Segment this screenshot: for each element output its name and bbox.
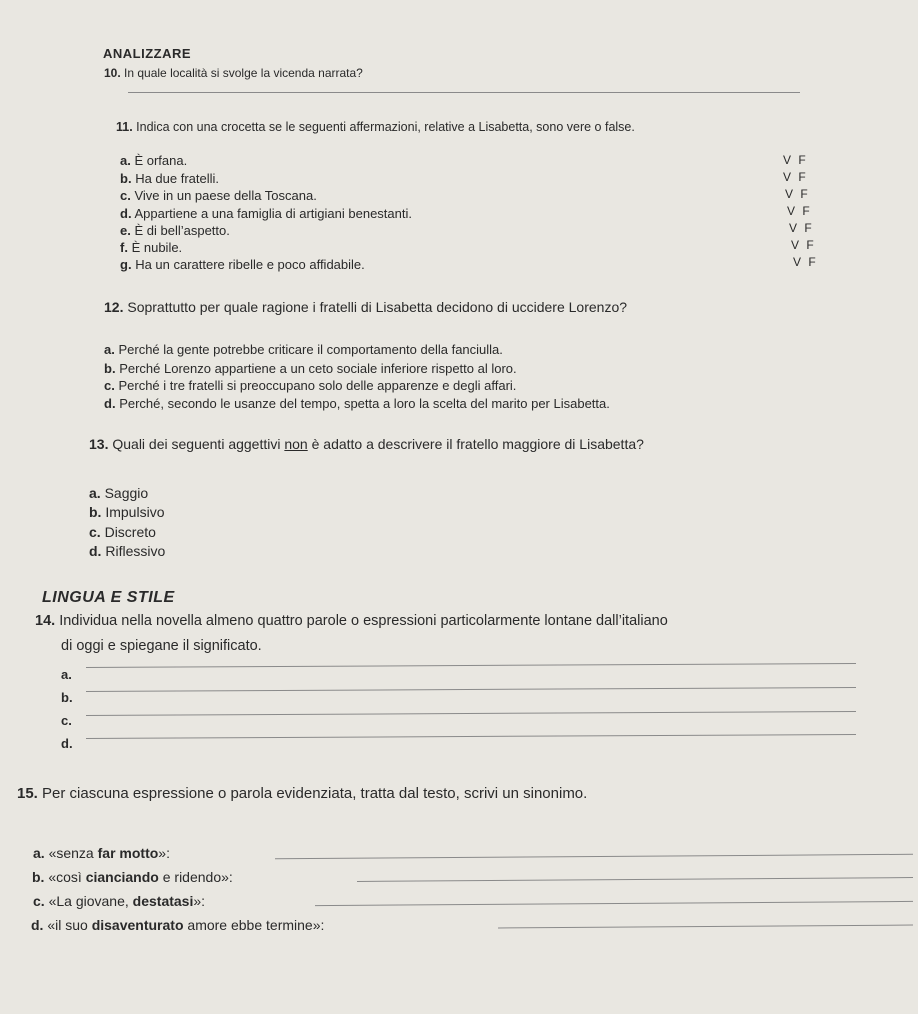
- answer-line-10[interactable]: [128, 92, 800, 93]
- q15-item-letter: d.: [31, 917, 44, 933]
- q11-item-g: [120, 257, 365, 272]
- q11-item-e: [120, 223, 230, 238]
- q15-item-highlight: far motto: [97, 845, 159, 861]
- true-option[interactable]: V: [785, 187, 794, 201]
- q13-option-text: Saggio: [104, 485, 149, 501]
- q13-option-d[interactable]: [89, 543, 165, 559]
- false-option[interactable]: F: [798, 153, 806, 167]
- answer-line-15d[interactable]: [498, 925, 913, 929]
- q15-item-quote-post: e ridendo»:: [158, 869, 233, 885]
- answer-line-14b[interactable]: [86, 687, 856, 692]
- false-option[interactable]: F: [804, 221, 812, 235]
- vf-choice-b[interactable]: [783, 170, 806, 184]
- question-10: [104, 66, 363, 80]
- vf-choice-d[interactable]: [787, 204, 810, 218]
- q12-option-text: Perché Lorenzo appartiene a un ceto sociale inferiore rispetto al loro.: [119, 361, 517, 376]
- q13-option-text: Riflessivo: [105, 543, 166, 559]
- q15-item-letter: b.: [32, 869, 45, 885]
- question-13-text-underlined: non: [284, 436, 308, 452]
- q14-answer-letter-d: d.: [61, 736, 73, 751]
- vf-choice-g[interactable]: [793, 255, 816, 269]
- q11-item-text: Ha un carattere ribelle e poco affidabile.: [135, 257, 365, 272]
- q11-item-letter: e.: [120, 223, 131, 238]
- answer-line-14d[interactable]: [86, 734, 856, 739]
- q12-option-c[interactable]: [104, 378, 516, 393]
- false-option[interactable]: F: [800, 187, 808, 201]
- vf-choice-a[interactable]: [783, 153, 806, 167]
- q11-item-letter: a.: [120, 153, 131, 168]
- q11-item-d: [120, 206, 412, 221]
- q12-option-letter: a.: [104, 342, 115, 357]
- true-option[interactable]: V: [783, 170, 792, 184]
- q15-item-d: [31, 917, 324, 933]
- q14-answer-letter-b: b.: [61, 690, 73, 705]
- question-14-number: 14.: [35, 613, 56, 629]
- question-13-text-pre: Quali dei seguenti aggettivi: [112, 436, 285, 452]
- true-option[interactable]: V: [793, 255, 802, 269]
- q11-item-a: [120, 153, 187, 168]
- answer-line-15a[interactable]: [275, 854, 913, 859]
- q14-answer-letter-c: c.: [61, 713, 72, 728]
- q15-item-letter: a.: [33, 845, 45, 861]
- q12-option-letter: b.: [104, 361, 116, 376]
- q13-option-a[interactable]: [89, 485, 148, 501]
- q15-item-quote-pre: «così: [48, 869, 86, 885]
- answer-line-15c[interactable]: [315, 901, 913, 906]
- false-option[interactable]: F: [806, 238, 814, 252]
- q12-option-text: Perché la gente potrebbe criticare il comportamento della fanciulla.: [118, 342, 503, 357]
- true-option[interactable]: V: [783, 153, 792, 167]
- true-option[interactable]: V: [787, 204, 796, 218]
- false-option[interactable]: F: [798, 170, 806, 184]
- q15-item-letter: c.: [33, 893, 45, 909]
- question-15-number: 15.: [17, 785, 38, 802]
- q11-item-letter: c.: [120, 188, 131, 203]
- q13-option-b[interactable]: [89, 504, 164, 520]
- q15-item-highlight: disaventurato: [91, 917, 184, 933]
- question-12-number: 12.: [104, 299, 124, 315]
- question-14-text-line1: Individua nella novella almeno quattro parole o espressioni particolarmente lontane dall’italiano: [59, 613, 668, 629]
- section-title-analizzare: ANALIZZARE: [103, 46, 192, 61]
- question-15: [17, 785, 587, 802]
- q14-answer-letter-a: a.: [61, 667, 72, 682]
- q13-option-letter: c.: [89, 524, 101, 540]
- answer-line-14a[interactable]: [86, 663, 856, 668]
- question-11-text: Indica con una crocetta se le seguenti affermazioni, relative a Lisabetta, sono vere o false.: [136, 120, 635, 134]
- q15-item-quote-post: »:: [193, 893, 206, 909]
- question-10-text: In quale località si svolge la vicenda narrata?: [124, 66, 363, 80]
- vf-choice-c[interactable]: [785, 187, 808, 201]
- q15-item-highlight: cianciando: [85, 869, 159, 885]
- q12-option-text: Perché i tre fratelli si preoccupano solo delle apparenze e degli affari.: [118, 378, 517, 393]
- vf-choice-f[interactable]: [791, 238, 814, 252]
- q13-option-text: Impulsivo: [105, 504, 165, 520]
- q12-option-a[interactable]: [104, 342, 503, 357]
- q15-item-quote-post: »:: [158, 845, 170, 861]
- question-15-text: Per ciascuna espressione o parola evidenziata, tratta dal testo, scrivi un sinonimo.: [42, 785, 588, 802]
- q11-item-text: Appartiene a una famiglia di artigiani benestanti.: [134, 206, 412, 221]
- q11-item-text: È orfana.: [134, 153, 188, 168]
- q15-item-quote-pre: «La giovane,: [48, 893, 133, 909]
- q11-item-text: È di bell’aspetto.: [134, 223, 230, 238]
- q13-option-c[interactable]: [89, 524, 156, 540]
- q15-item-b: [32, 869, 233, 885]
- question-14-text-line2: di oggi e spiegane il significato.: [61, 638, 262, 654]
- q15-item-quote-pre: «il suo: [47, 917, 92, 933]
- q13-option-text: Discreto: [104, 524, 156, 540]
- answer-line-15b[interactable]: [357, 877, 913, 882]
- question-10-number: 10.: [104, 66, 121, 80]
- q11-item-c: [120, 188, 317, 203]
- true-option[interactable]: V: [789, 221, 798, 235]
- q11-item-f: [120, 240, 182, 255]
- q15-item-quote-pre: «senza: [48, 845, 98, 861]
- q15-item-c: [33, 893, 205, 909]
- q12-option-d[interactable]: [104, 396, 610, 411]
- q15-item-a: [33, 845, 170, 861]
- q11-item-letter: d.: [120, 206, 132, 221]
- q11-item-letter: f.: [120, 240, 128, 255]
- q11-item-text: Ha due fratelli.: [135, 171, 220, 186]
- q11-item-text: Vive in un paese della Toscana.: [134, 188, 317, 203]
- q13-option-letter: a.: [89, 485, 101, 501]
- q15-item-highlight: destatasi: [132, 893, 194, 909]
- q12-option-letter: d.: [104, 396, 116, 411]
- q12-option-b[interactable]: [104, 361, 517, 376]
- question-11: [116, 120, 635, 134]
- false-option[interactable]: F: [808, 255, 816, 269]
- q11-item-letter: g.: [120, 257, 132, 272]
- false-option[interactable]: F: [802, 204, 810, 218]
- q11-item-text: È nubile.: [131, 240, 183, 255]
- question-12-text: Soprattutto per quale ragione i fratelli di Lisabetta decidono di uccidere Lorenzo?: [127, 299, 628, 315]
- question-13: [89, 436, 644, 452]
- q13-option-letter: d.: [89, 543, 102, 559]
- true-option[interactable]: V: [791, 238, 800, 252]
- q11-item-letter: b.: [120, 171, 132, 186]
- q13-option-letter: b.: [89, 504, 102, 520]
- q11-item-b: [120, 171, 219, 186]
- q15-item-quote-post: amore ebbe termine»:: [183, 917, 325, 933]
- q12-option-text: Perché, secondo le usanze del tempo, spetta a loro la scelta del marito per Lisabetta.: [119, 396, 610, 411]
- vf-choice-e[interactable]: [789, 221, 812, 235]
- question-11-number: 11.: [116, 120, 133, 134]
- question-13-number: 13.: [89, 436, 109, 452]
- answer-line-14c[interactable]: [86, 711, 856, 716]
- question-14-line1: [35, 613, 668, 629]
- section-title-lingua-e-stile: LINGUA E STILE: [42, 589, 175, 606]
- q12-option-letter: c.: [104, 378, 115, 393]
- question-13-text-post: è adatto a descrivere il fratello maggiore di Lisabetta?: [307, 436, 644, 452]
- question-12: [104, 299, 627, 315]
